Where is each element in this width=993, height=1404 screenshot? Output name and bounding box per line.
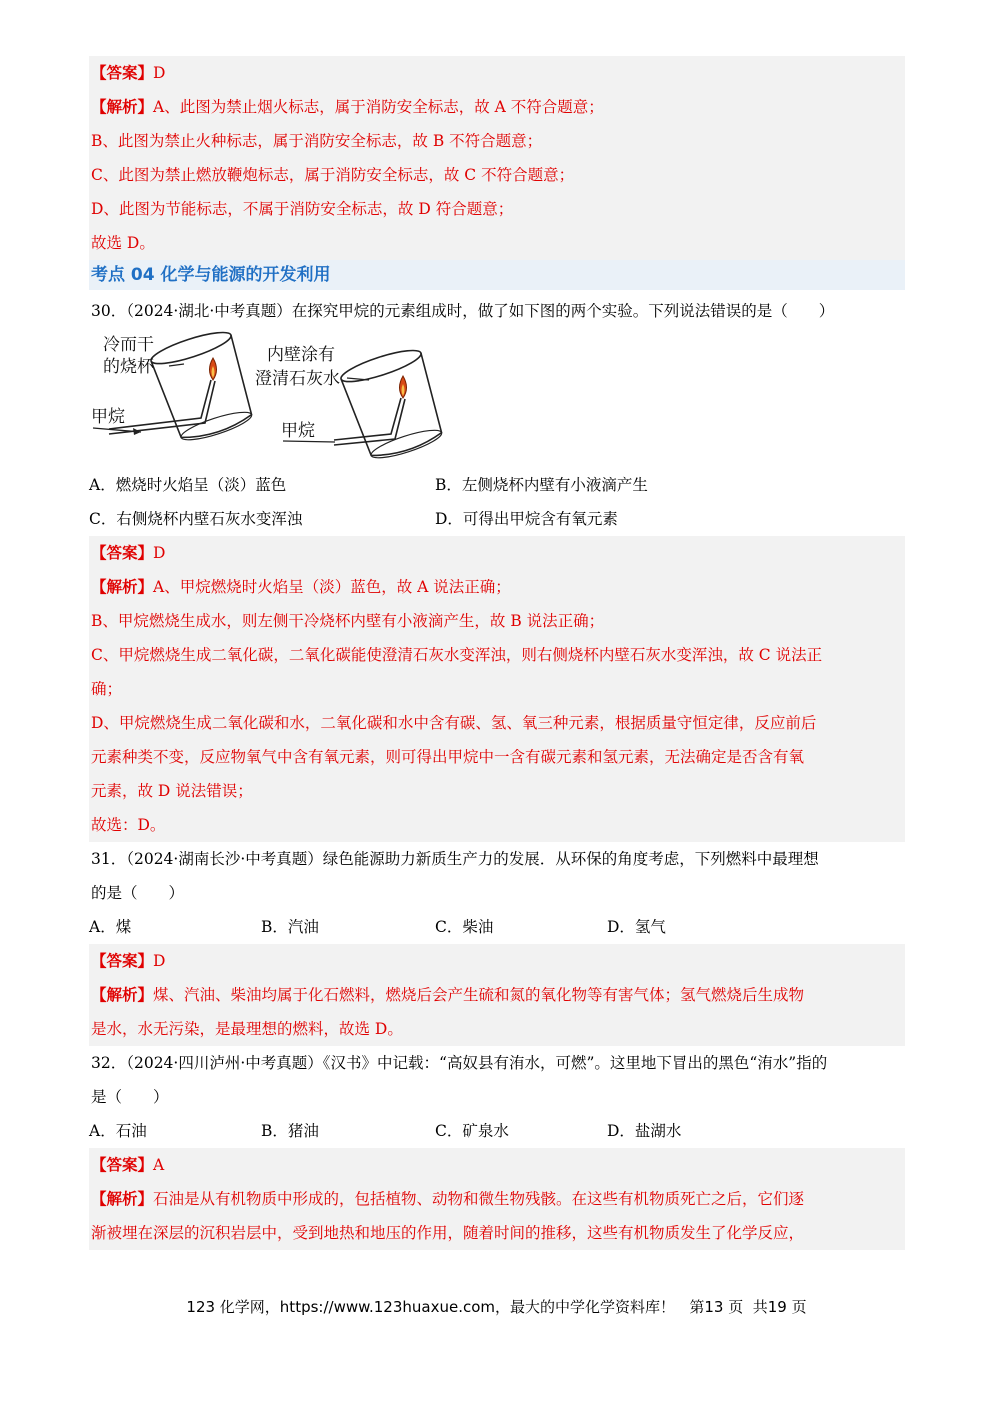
right-beaker <box>338 345 448 465</box>
option-b: B．猪油 <box>261 1122 319 1140</box>
analysis-line: D、此图为节能标志，不属于消防安全标志，故 D 符合题意； <box>89 192 905 226</box>
option-a: A．燃烧时火焰呈（淡）蓝色 <box>89 476 287 494</box>
option-c: C．矿泉水 <box>435 1122 509 1140</box>
left-beaker <box>148 328 258 447</box>
right-gas-label: 甲烷 <box>281 421 315 441</box>
analysis-line: 故选 D。 <box>89 226 905 260</box>
methane-experiment-figure <box>89 328 449 468</box>
analysis-line: B、甲烷燃烧生成水，则左侧干冷烧杯内壁有小液滴产生，故 B 说法正确； <box>89 604 905 638</box>
analysis-line: 确； <box>89 672 905 706</box>
question-31-options <box>89 910 905 944</box>
analysis-line: B、此图为禁止火种标志，属于消防安全标志，故 B 不符合题意； <box>89 124 905 158</box>
question-32-stem-cont: 是（ ） <box>91 1088 169 1106</box>
option-b: B．左侧烧杯内壁有小液滴产生 <box>435 476 648 494</box>
left-gas-label: 甲烷 <box>91 407 125 427</box>
option-c: C．柴油 <box>435 918 494 936</box>
answer-line <box>89 1148 905 1182</box>
right-label-line2: 澄清石灰水 <box>255 369 340 389</box>
option-a: A．煤 <box>89 918 132 936</box>
analysis-line: C、此图为禁止燃放鞭炮标志，属于消防安全标志，故 C 不符合题意； <box>89 158 905 192</box>
footer-page-number: 第13 页 共19 页 <box>689 1298 807 1316</box>
analysis-label: 【解析】 <box>91 1189 154 1208</box>
answer-line <box>89 944 905 978</box>
analysis-line: 元素种类不变，反应物氧气中含有氧元素，则可得出甲烷中一含有碳元素和氢元素，无法确定是否含有氧 <box>89 740 905 774</box>
answer-value: D <box>153 544 166 562</box>
question-31-stem: 31．（2024·湖南长沙·中考真题）绿色能源助力新质生产力的发展．从环保的角度考虑，下列燃料中最理想 <box>91 850 819 868</box>
footer-site-text: 123 化学网，https://www.123huaxue.com，最大的中学化学资料库！ <box>186 1298 676 1316</box>
analysis-label: 【解析】 <box>91 985 154 1004</box>
beaker-diagram <box>89 328 449 468</box>
option-b: B．汽油 <box>261 918 319 936</box>
analysis-line <box>89 90 905 124</box>
section-title: 考点 04 化学与能源的开发利用 <box>89 260 905 290</box>
analysis-line <box>89 570 905 604</box>
analysis-text: A、甲烷燃烧时火焰呈（淡）蓝色，故 A 说法正确； <box>153 578 511 596</box>
answer-line <box>89 536 905 570</box>
analysis-text: 煤、汽油、柴油均属于化石燃料，燃烧后会产生硫和氮的氧化物等有害气体；氢气燃烧后生成物 <box>153 986 805 1004</box>
answer-label: 【答案】 <box>91 951 154 970</box>
analysis-line: 故选：D。 <box>89 808 905 842</box>
question-30-stem: 30．（2024·湖北·中考真题）在探究甲烷的元素组成时，做了如下图的两个实验。下列说法错误的是（ ） <box>91 302 835 320</box>
answer-value: D <box>153 952 166 970</box>
question-30-options-row2 <box>89 502 905 536</box>
answer-line <box>89 56 905 90</box>
analysis-line: 是水，水无污染，是最理想的燃料，故选 D。 <box>89 1012 905 1046</box>
option-a: A．石油 <box>89 1122 147 1140</box>
analysis-line: C、甲烷燃烧生成二氧化碳，二氧化碳能使澄清石灰水变浑浊，则右侧烧杯内壁石灰水变浑浊，故 C 说法正 <box>89 638 905 672</box>
option-c: C．右侧烧杯内壁石灰水变浑浊 <box>89 510 303 528</box>
right-label-line1: 内壁涂有 <box>267 345 335 365</box>
answer-label: 【答案】 <box>91 1155 154 1174</box>
answer-value: A <box>153 1156 165 1174</box>
question-31-stem-cont: 的是（ ） <box>91 884 185 902</box>
question-30-options-row1 <box>89 468 905 502</box>
analysis-text: A、此图为禁止烟火标志，属于消防安全标志，故 A 不符合题意； <box>153 98 604 116</box>
option-d: D．盐湖水 <box>607 1122 682 1140</box>
left-label-line1: 冷而干 <box>103 335 154 355</box>
question-32-stem: 32．（2024·四川泸州·中考真题）《汉书》中记载：“高奴县有洧水，可燃”。这里地下冒出的黑色“洧水”指的 <box>91 1054 828 1072</box>
analysis-label: 【解析】 <box>91 577 154 596</box>
option-d: D．可得出甲烷含有氧元素 <box>435 510 618 528</box>
page-footer <box>0 1296 993 1317</box>
left-label-line2: 的烧杯 <box>103 357 154 377</box>
answer-label: 【答案】 <box>91 63 154 82</box>
analysis-line: 元素，故 D 说法错误； <box>89 774 905 808</box>
question-32-options <box>89 1114 905 1148</box>
analysis-line <box>89 978 905 1012</box>
analysis-line: D、甲烷燃烧生成二氧化碳和水，二氧化碳和水中含有碳、氢、氧三种元素，根据质量守恒定律，反应前后 <box>89 706 905 740</box>
analysis-line <box>89 1182 905 1216</box>
answer-value: D <box>153 64 166 82</box>
answer-label: 【答案】 <box>91 543 154 562</box>
content-area <box>89 56 905 1250</box>
analysis-text: 石油是从有机物质中形成的，包括植物、动物和微生物残骸。在这些有机物质死亡之后，它们逐 <box>153 1190 805 1208</box>
analysis-line: 渐被埋在深层的沉积岩层中，受到地热和地压的作用，随着时间的推移，这些有机物质发生了化学反应， <box>89 1216 905 1250</box>
analysis-label: 【解析】 <box>91 97 154 116</box>
option-d: D．氢气 <box>607 918 666 936</box>
